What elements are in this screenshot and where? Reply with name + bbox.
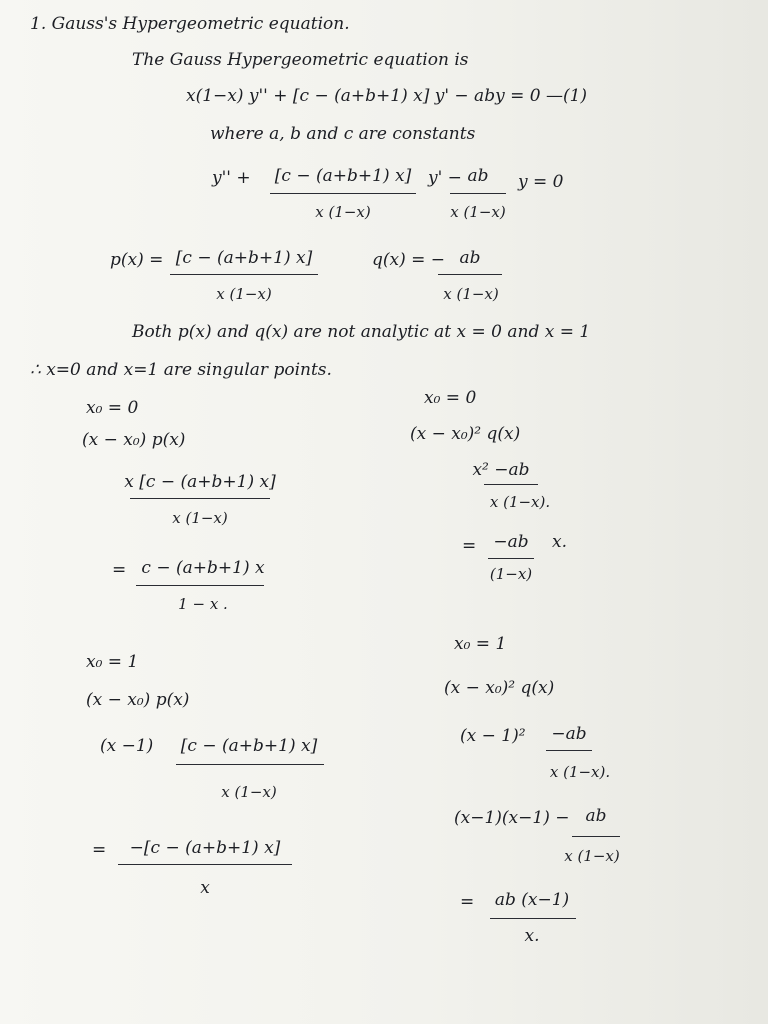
left-x0-den2: 1 − x . (178, 595, 228, 613)
q-den: x (1−x) (443, 285, 499, 303)
std-ab-den: x (1−x) (450, 203, 506, 221)
left-x0-expr: (x − x₀) p(x) (82, 430, 186, 450)
right-x0-den2: (1−x) (489, 565, 533, 583)
right-x0-eq2: = (462, 536, 477, 556)
right-x0-num2: −ab (493, 532, 529, 552)
left-x0-bar2 (136, 585, 264, 586)
constants-line: where a, b and c are constants (210, 124, 476, 144)
p-fraction-bar (170, 274, 318, 275)
right-x1-den3: x. (524, 926, 540, 946)
std-coef-fraction-bar (270, 193, 416, 194)
std-ab-fraction-bar (450, 193, 506, 194)
right-x1-expr: (x − x₀)² q(x) (444, 678, 555, 698)
right-x0-label: x₀ = 0 (424, 388, 477, 408)
main-equation: x(1−x) y'' + [c − (a+b+1) x] y' − aby = 0 —(1) (186, 86, 588, 106)
left-x0-den1: x (1−x) (172, 509, 228, 527)
p-num: [c − (a+b+1) x] (175, 248, 313, 268)
q-fraction-bar (438, 274, 502, 275)
right-x1-den1: x (1−x). (549, 763, 611, 781)
std-tail: y = 0 (518, 172, 564, 192)
heading: 1. Gauss's Hypergeometric equation. (30, 14, 350, 34)
left-x1-lead: (x −1) (100, 736, 154, 756)
q-num: ab (459, 248, 481, 268)
right-x1-lead1: (x − 1)² (460, 726, 526, 746)
singular-points-line: ∴ x=0 and x=1 are singular points. (30, 360, 332, 380)
right-x1-lead2: (x−1)(x−1) − (454, 808, 570, 828)
std-coef-num: [c − (a+b+1) x] (274, 166, 412, 186)
left-x1-bar1 (176, 764, 324, 765)
left-x0-num2: c − (a+b+1) x (141, 558, 265, 578)
right-x1-eq3: = (460, 892, 475, 912)
left-x1-eq2: = (92, 840, 107, 860)
right-x0-tail2: x. (552, 532, 567, 552)
left-x0-bar1 (130, 498, 270, 499)
std-coef-den: x (1−x) (315, 203, 371, 221)
p-den: x (1−x) (216, 285, 272, 303)
right-x0-expr: (x − x₀)² q(x) (410, 424, 521, 444)
left-x1-expr: (x − x₀) p(x) (86, 690, 190, 710)
q-label: q(x) = − (372, 250, 446, 270)
std-ab-num: ab (467, 166, 489, 186)
right-x1-bar2 (572, 836, 620, 837)
p-label: p(x) = (110, 250, 164, 270)
right-x0-num1: x² −ab (472, 460, 530, 480)
left-x1-den2: x (200, 878, 210, 898)
intro-line: The Gauss Hypergeometric equation is (132, 50, 469, 70)
left-x0-eq2: = (112, 560, 127, 580)
left-x0-num1: x [c − (a+b+1) x] (124, 472, 276, 492)
right-x1-num3: ab (x−1) (494, 890, 570, 910)
right-x1-bar1 (546, 750, 592, 751)
right-x1-bar3 (490, 918, 576, 919)
left-x1-label: x₀ = 1 (86, 652, 139, 672)
left-x0-label: x₀ = 0 (86, 398, 139, 418)
right-x0-bar2 (488, 558, 534, 559)
right-x1-num2: ab (585, 806, 607, 826)
left-x1-bar2 (118, 864, 292, 865)
right-x1-den2: x (1−x) (564, 847, 620, 865)
left-x1-num1: [c − (a+b+1) x] (180, 736, 318, 756)
right-x0-bar1 (484, 484, 538, 485)
left-x1-den1: x (1−x) (221, 783, 277, 801)
right-x1-label: x₀ = 1 (454, 634, 507, 654)
std-lead: y'' + (212, 168, 251, 188)
right-x0-den1: x (1−x). (489, 493, 551, 511)
not-analytic-line: Both p(x) and q(x) are not analytic at x = 0 and x = 1 (132, 322, 591, 342)
std-mid: y' − (428, 168, 462, 188)
right-x1-num1: −ab (551, 724, 587, 744)
left-x1-num2: −[c − (a+b+1) x] (129, 838, 281, 858)
